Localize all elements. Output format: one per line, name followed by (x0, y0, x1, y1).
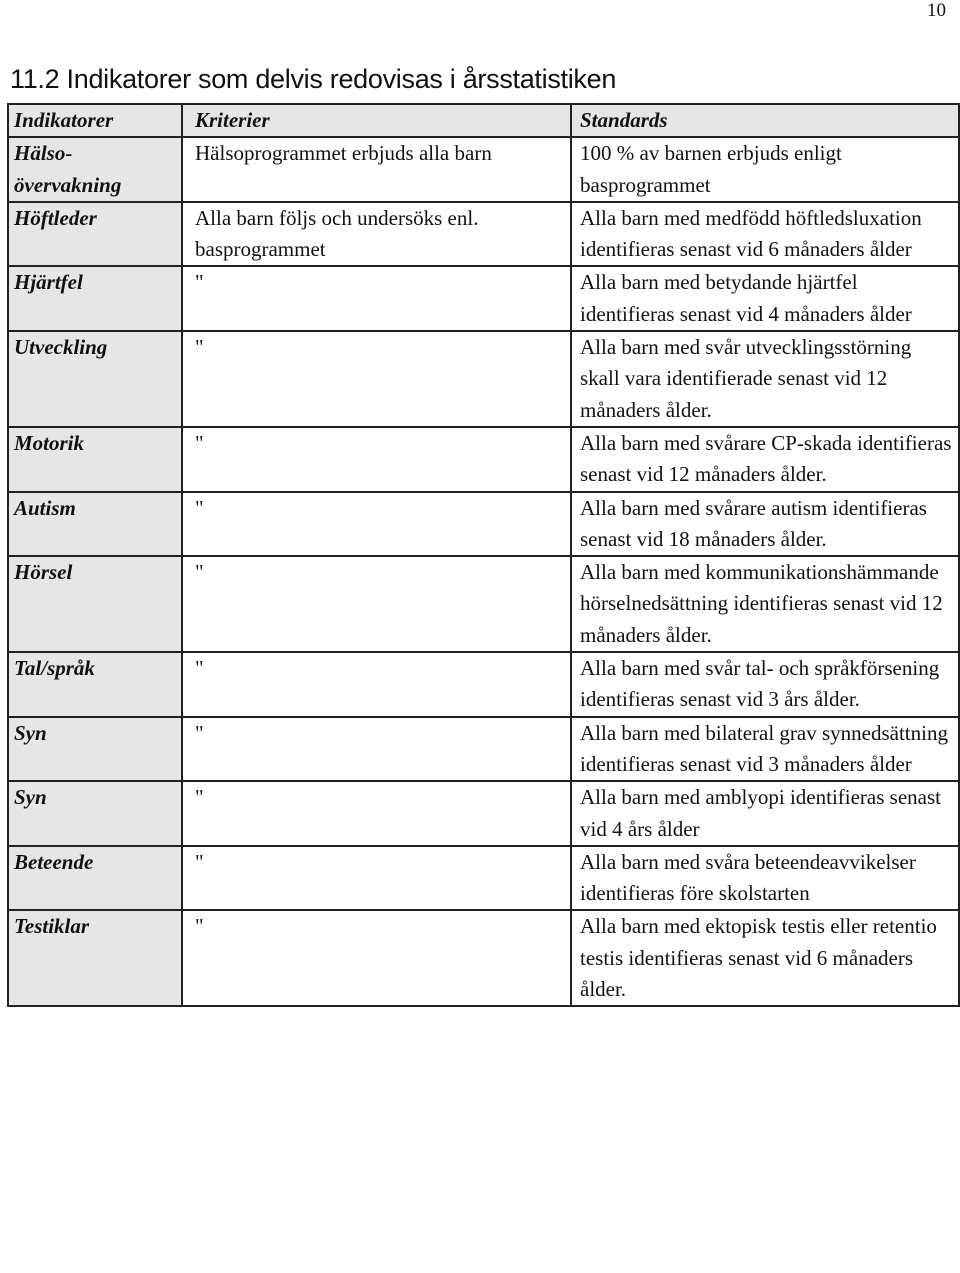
criteria-cell: " (182, 427, 571, 492)
table-row (8, 137, 959, 202)
header-indicator: Indikatorer (8, 104, 182, 137)
standard-cell: Alla barn med betydande hjärtfel identifieras senast vid 4 månaders ålder (571, 266, 959, 331)
table-row (8, 427, 959, 492)
indicator-cell: Syn (8, 717, 182, 782)
indicator-cell: Hälso-övervakning (8, 137, 182, 202)
criteria-cell: Alla barn följs och undersöks enl. basprogrammet (182, 202, 571, 267)
criteria-cell: " (182, 556, 571, 652)
table-row (8, 652, 959, 717)
criteria-cell: " (182, 910, 571, 1006)
header-standards: Standards (571, 104, 959, 137)
standard-cell: Alla barn med svår utvecklingsstörning skall vara identifierade senast vid 12 månaders ålder. (571, 331, 959, 427)
standard-cell: Alla barn med svår tal- och språkförsening identifieras senast vid 3 års ålder. (571, 652, 959, 717)
table-row (8, 266, 959, 331)
criteria-cell: " (182, 331, 571, 427)
standard-cell: Alla barn med ektopisk testis eller retentio testis identifieras senast vid 6 månaders ålder. (571, 910, 959, 1006)
indicator-table (7, 103, 960, 1007)
indicator-cell: Tal/språk (8, 652, 182, 717)
indicator-cell: Autism (8, 492, 182, 557)
criteria-cell: " (182, 846, 571, 911)
page-number: 10 (927, 0, 946, 21)
standard-cell: 100 % av barnen erbjuds enligt basprogrammet (571, 137, 959, 202)
table-row (8, 846, 959, 911)
criteria-cell: " (182, 652, 571, 717)
standard-cell: Alla barn med svårare CP-skada identifieras senast vid 12 månaders ålder. (571, 427, 959, 492)
indicator-cell: Hjärtfel (8, 266, 182, 331)
standard-cell: Alla barn med kommunikationshämmande hörselnedsättning identifieras senast vid 12 månaders ålder. (571, 556, 959, 652)
standard-cell: Alla barn med svårare autism identifieras senast vid 18 månaders ålder. (571, 492, 959, 557)
standard-cell: Alla barn med medfödd höftledsluxation identifieras senast vid 6 månaders ålder (571, 202, 959, 267)
indicator-cell: Testiklar (8, 910, 182, 1006)
criteria-cell: " (182, 266, 571, 331)
table-row (8, 781, 959, 846)
table-row (8, 910, 959, 1006)
table-header-row (8, 104, 959, 137)
section-title: 11.2 Indikatorer som delvis redovisas i årsstatistiken (10, 64, 617, 94)
indicator-cell: Höftleder (8, 202, 182, 267)
table-row (8, 492, 959, 557)
criteria-cell: Hälsoprogrammet erbjuds alla barn (182, 137, 571, 202)
criteria-cell: " (182, 717, 571, 782)
header-criteria: Kriterier (182, 104, 571, 137)
indicator-cell: Hörsel (8, 556, 182, 652)
standard-cell: Alla barn med bilateral grav synnedsättning identifieras senast vid 3 månaders ålder (571, 717, 959, 782)
standard-cell: Alla barn med svåra beteendeavvikelser identifieras före skolstarten (571, 846, 959, 911)
indicator-cell: Motorik (8, 427, 182, 492)
standard-cell: Alla barn med amblyopi identifieras senast vid 4 års ålder (571, 781, 959, 846)
criteria-cell: " (182, 781, 571, 846)
table-row (8, 556, 959, 652)
table-row (8, 717, 959, 782)
table-row (8, 331, 959, 427)
criteria-cell: " (182, 492, 571, 557)
indicator-cell: Syn (8, 781, 182, 846)
indicator-cell: Utveckling (8, 331, 182, 427)
indicator-cell: Beteende (8, 846, 182, 911)
table-row (8, 202, 959, 267)
